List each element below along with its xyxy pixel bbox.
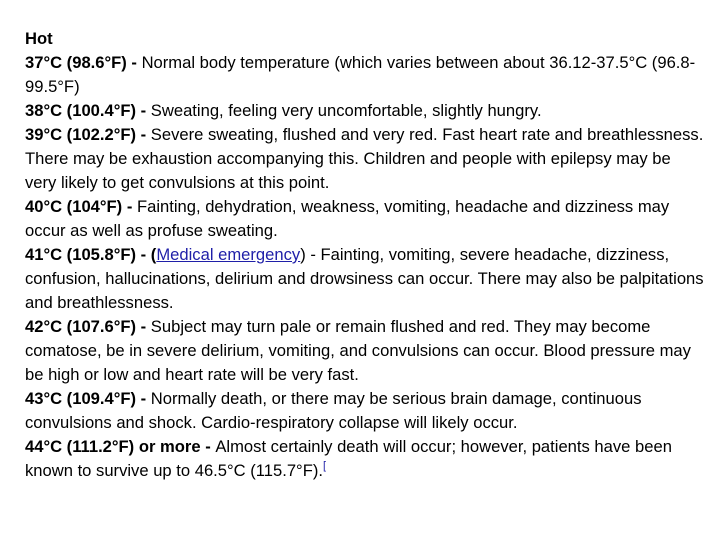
temperature-label: 42°C (107.6°F) [25,317,137,336]
document-body [25,27,705,483]
reference-link[interactable]: [ [322,460,327,472]
temperature-label: 38°C (100.4°F) [25,101,137,120]
entry-39c [25,123,705,195]
separator: - [136,101,151,120]
section-heading: Hot [25,29,53,48]
separator: - [122,197,137,216]
temperature-label: 37°C (98.6°F) [25,53,127,72]
medical-emergency-link[interactable]: Medical emergency [156,245,301,264]
entry-38c [25,99,705,123]
temperature-label: 39°C (102.2°F) [25,125,137,144]
temperature-label: 40°C (104°F) [25,197,123,216]
separator: - [136,125,151,144]
separator: ) - [300,245,321,264]
entry-description: Fainting, vomiting, severe headache, dizziness, confusion, hallucinations, delirium and drowsiness can occur. There may also be palpitations and breathlessness. [25,245,704,312]
entry-44c [25,435,705,483]
entry-description: Normal body temperature (which varies between about 36.12-37.5°C (96.8-99.5°F) [25,53,696,96]
entry-description: Severe sweating, flushed and very red. Fast heart rate and breathlessness. There may be exhaustion accompanying this. Children and people with epilepsy may be very likely to get convulsions at this point. [25,125,704,192]
temperature-label: 43°C (109.4°F) [25,389,137,408]
entry-40c [25,195,705,243]
entry-description: Subject may turn pale or remain flushed and red. They may become comatose, be in severe delirium, vomiting, and convulsions can occur. Blood pressure may be high or low and heart rate will be very fast. [25,317,691,384]
temperature-label: 41°C (105.8°F) [25,245,137,264]
entry-42c [25,315,705,387]
separator: - ( [136,245,157,264]
separator: - [126,53,142,72]
entry-41c [25,243,705,315]
entry-description: Fainting, dehydration, weakness, vomiting, headache and dizziness may occur as well as profuse sweating. [25,197,670,240]
entry-description: Almost certainly death will occur; however, patients have been known to survive up to 46.5°C (115.7°F). [25,437,672,480]
entry-description: Normally death, or there may be serious brain damage, continuous convulsions and shock. Cardio-respiratory collapse will likely occur. [25,389,642,432]
separator: - [136,389,151,408]
entry-43c [25,387,705,435]
entry-description: Sweating, feeling very uncomfortable, slightly hungry. [150,101,542,120]
entry-37c [25,51,705,99]
temperature-label: 44°C (111.2°F) or more [25,437,201,456]
separator: - [200,437,216,456]
separator: - [136,317,151,336]
